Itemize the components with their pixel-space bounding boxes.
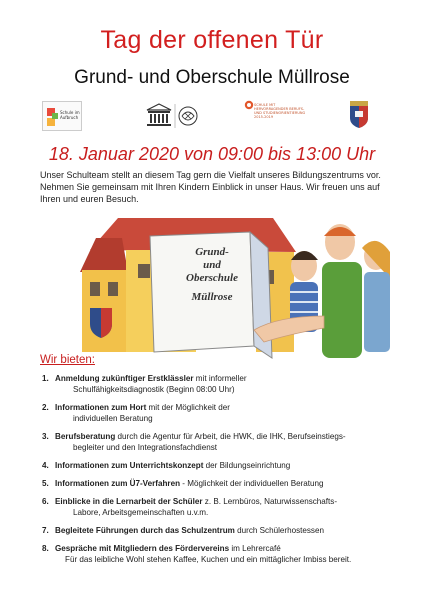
item-title: Informationen zum Hort <box>55 403 147 412</box>
book-cover-text <box>166 246 258 304</box>
item-number: 4. <box>42 461 49 470</box>
item-text: mit informeller <box>193 374 247 383</box>
seal-icon <box>244 100 254 112</box>
item-title: Informationen zum Ü7-Verfahren <box>55 479 181 488</box>
offers-heading: Wir bieten: <box>40 354 95 366</box>
item-number: 1. <box>42 374 49 383</box>
item-continuation: individuellen Beratung <box>73 414 153 423</box>
unesco-logo <box>144 101 204 131</box>
school-name: Grund- und Oberschule Müllrose <box>74 67 350 88</box>
book-line-1: Grund- <box>195 246 229 258</box>
item-text: mit der Möglichkeit der <box>146 403 230 412</box>
item-number: 2. <box>42 403 49 412</box>
item-continuation: Für das leibliche Wohl stehen Kaffee, Kuchen und ein mittäglicher Imbiss bereit. <box>65 555 352 564</box>
item-text: z. B. Lernbüros, Naturwissenschafts- <box>202 497 338 506</box>
item-text: durch Schülerhostessen <box>234 526 324 535</box>
list-item <box>40 431 410 453</box>
offers-list <box>40 373 410 572</box>
item-title: Anmeldung zukünftiger Erstklässler <box>55 374 194 383</box>
intro-text: Unser Schulteam stellt an diesem Tag gern die Vielfalt unseres Bildungszentrums vor. Nehmen Sie gemeinsam mit Ihren Kindern Einblick in unser Haus. Wir freuen uns auf Ihren und euren Besuch. <box>40 170 381 204</box>
item-number: 5. <box>42 479 49 488</box>
list-item <box>40 496 410 518</box>
list-item <box>40 543 410 565</box>
book-line-2: und <box>203 259 221 271</box>
item-text: durch die Agentur für Arbeit, die HWK, die IHK, Berufseinstiegs- <box>115 432 346 441</box>
item-text: der Bildungseinrichtung <box>203 461 291 470</box>
school-illustration <box>78 212 398 360</box>
book-line-3: Oberschule <box>186 272 238 284</box>
list-item <box>40 402 410 424</box>
list-item <box>40 460 410 471</box>
event-date: 18. Januar 2020 von 09:00 bis 13:00 Uhr <box>48 144 376 164</box>
item-title: Berufsberatung <box>55 432 116 441</box>
logo-square-green <box>52 113 58 119</box>
seal-text: SCHULE MIT HERVORRAGENDER BERUFS- UND STUDIENORIENTIERUNG 2015-2019 <box>254 103 306 119</box>
item-text: im Lehrercafé <box>229 544 281 553</box>
item-number: 3. <box>42 432 49 441</box>
item-title: Informationen zum Unterrichtskonzept <box>55 461 204 470</box>
berufswahlsiegel-logo <box>244 100 312 134</box>
item-title: Begleitete Führungen durch das Schulzentrum <box>55 526 235 535</box>
page-title: Tag der offenen Tür <box>100 26 324 54</box>
item-number: 7. <box>42 526 49 535</box>
schule-im-aufbruch-logo <box>42 101 82 131</box>
item-text: - Möglichkeit der individuellen Beratung <box>180 479 324 488</box>
list-item <box>40 373 410 395</box>
item-number: 8. <box>42 544 49 553</box>
list-item <box>40 478 410 489</box>
item-continuation: Schulfähigkeitsdiagnostik (Beginn 08:00 Uhr) <box>73 385 235 394</box>
logo-square-yellow <box>47 118 55 126</box>
item-continuation: Labore, Arbeitsgemeinschaften u.v.m. <box>73 508 209 517</box>
coat-of-arms-logo <box>348 101 370 129</box>
item-continuation: begleiter und den Integrationsfachdienst <box>73 443 217 452</box>
item-title: Einblicke in die Lernarbeit der Schüler <box>55 497 203 506</box>
book-line-4: Müllrose <box>191 291 233 303</box>
logo-text: Schule im Aufbruch <box>60 110 80 120</box>
shield-icon <box>348 101 370 129</box>
item-title: Gespräche mit Mitgliedern des Fördervereins <box>55 544 230 553</box>
unesco-temple-icon <box>144 101 204 131</box>
item-number: 6. <box>42 497 49 506</box>
list-item <box>40 525 410 536</box>
